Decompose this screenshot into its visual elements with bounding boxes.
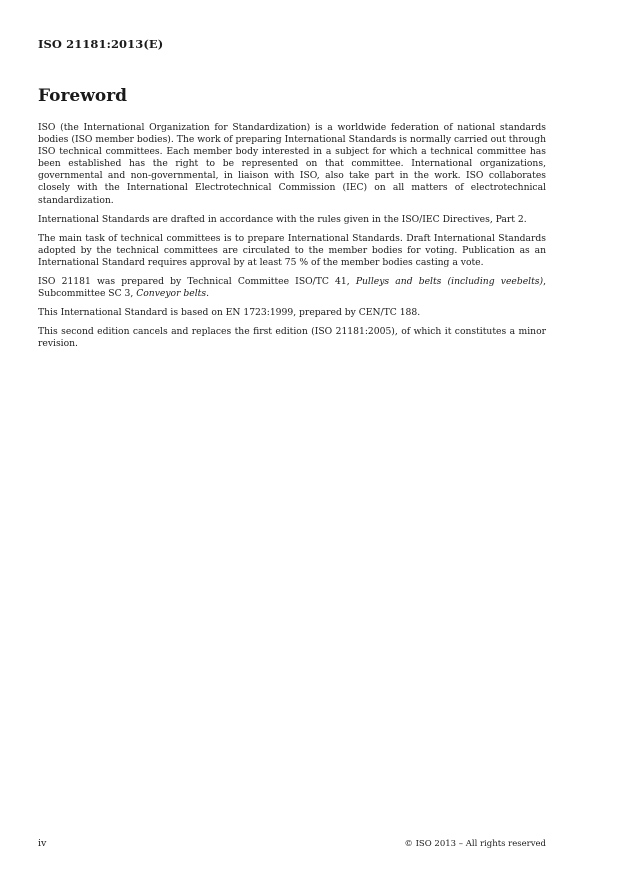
- document-identifier: ISO 21181:2013(E): [38, 37, 164, 51]
- subcommittee-title: Conveyor belts: [136, 288, 207, 300]
- section-title: Foreword: [38, 86, 128, 106]
- preparation-text-2: , Subcommittee SC 3,: [38, 276, 546, 300]
- paragraph-preparation: [38, 276, 546, 300]
- paragraph-directives: International Standards are drafted in accordance with the rules given in the ISO/IEC Directives, Part 2.: [38, 213, 527, 225]
- paragraph-based-on: This International Standard is based on EN 1723:1999, prepared by CEN/TC 188.: [38, 307, 421, 319]
- paragraph-edition: This second edition cancels and replaces the first edition (ISO 21181:2005), of which it constitutes a minor revision.: [38, 326, 546, 350]
- page-number: iv: [38, 838, 47, 849]
- paragraph-iso-overview: ISO (the International Organization for Standardization) is a worldwide federation of national standards bodies (ISO member bodies). The work of preparing International Standards is normally carried out through ISO technical committees. Each member body interested in a subject for which a technical committee has been established has the right to be represented on that committee. International organizations, governmental and non-governmental, in liaison with ISO, also take part in the work. ISO collaborates closely with the International Electrotechnical Commission (IEC) on all matters of electrotechnical standardization.: [38, 122, 546, 206]
- committee-title: Pulleys and belts (including veebelts): [355, 276, 544, 288]
- preparation-text-1: ISO 21181 was prepared by Technical Committee ISO/TC 41,: [38, 276, 356, 288]
- foreword-body: [38, 122, 546, 358]
- paragraph-technical-committees: The main task of technical committees is to prepare International Standards. Draft International Standards adopted by the technical committees are circulated to the member bodies for voting. Publication as an International Standard requires approval by at least 75 % of the member bodies casting a vote.: [38, 232, 546, 268]
- copyright-notice: © ISO 2013 – All rights reserved: [404, 839, 546, 849]
- preparation-text-3: .: [206, 288, 209, 300]
